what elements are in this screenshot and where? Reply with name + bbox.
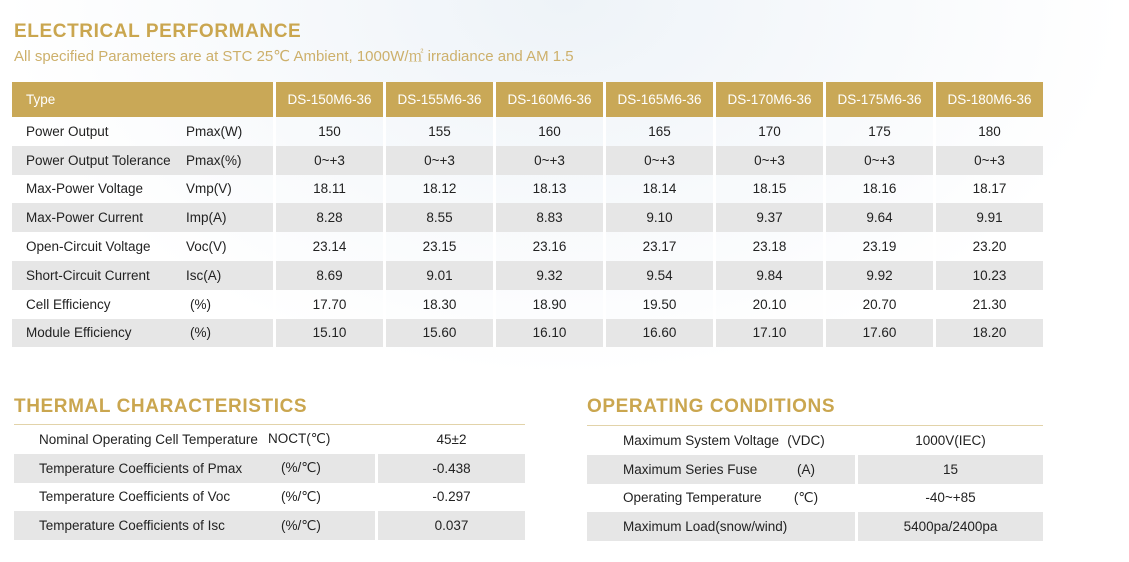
- operating-title: OPERATING CONDITIONS: [587, 396, 836, 417]
- model-header: DS-150M6-36: [273, 82, 383, 117]
- table-cell: 180: [933, 117, 1043, 146]
- table-cell: 8.55: [383, 203, 493, 232]
- table-cell: 20.70: [823, 290, 933, 319]
- table-cell: 9.32: [493, 261, 603, 290]
- param-unit: (A): [797, 461, 815, 477]
- table-cell: 9.54: [603, 261, 713, 290]
- param-unit: (%): [190, 325, 211, 341]
- electrical-table: [12, 82, 1043, 347]
- table-cell: 18.20: [933, 319, 1043, 348]
- model-header: DS-165M6-36: [603, 82, 713, 117]
- table-cell: 150: [273, 117, 383, 146]
- table-row: [12, 290, 1043, 319]
- table-cell: 18.17: [933, 175, 1043, 204]
- table-cell: 18.90: [493, 290, 603, 319]
- model-header: DS-160M6-36: [493, 82, 603, 117]
- electrical-subtitle: All specified Parameters are at STC 25℃ Ambient, 1000W/㎡ irradiance and AM 1.5: [14, 48, 574, 65]
- table-row: [12, 146, 1043, 175]
- param-name: Short-Circuit Current: [26, 267, 150, 283]
- table-cell: 0~+3: [603, 146, 713, 175]
- table-row: [12, 175, 1043, 204]
- table-row: [587, 484, 1043, 513]
- param-name: Max-Power Current: [26, 210, 144, 226]
- model-header: DS-175M6-36: [823, 82, 933, 117]
- param-name: Temperature Coefficients of Isc: [39, 518, 225, 534]
- table-cell: 160: [493, 117, 603, 146]
- table-cell: 175: [823, 117, 933, 146]
- table-cell: 23.20: [933, 232, 1043, 261]
- table-row: [14, 454, 525, 483]
- table-cell: 18.13: [493, 175, 603, 204]
- table-cell: 9.91: [933, 203, 1043, 232]
- table-cell: 8.83: [493, 203, 603, 232]
- table-cell: 9.64: [823, 203, 933, 232]
- table-cell: 15.10: [273, 319, 383, 348]
- table-cell: 23.19: [823, 232, 933, 261]
- table-cell: 18.14: [603, 175, 713, 204]
- table-cell: -40~+85: [855, 484, 1043, 513]
- table-cell: 0~+3: [933, 146, 1043, 175]
- param-unit: Isc(A): [186, 267, 222, 283]
- table-cell: -0.438: [375, 454, 525, 483]
- table-cell: 165: [603, 117, 713, 146]
- table-cell: 9.01: [383, 261, 493, 290]
- table-cell: 23.17: [603, 232, 713, 261]
- table-cell: 0.037: [375, 511, 525, 540]
- table-cell: 18.12: [383, 175, 493, 204]
- param-unit: (℃): [793, 489, 819, 505]
- model-header: DS-180M6-36: [933, 82, 1043, 117]
- table-cell: 18.11: [273, 175, 383, 204]
- model-header: DS-170M6-36: [713, 82, 823, 117]
- table-row: [12, 261, 1043, 290]
- table-cell: 10.23: [933, 261, 1043, 290]
- table-row: [12, 117, 1043, 146]
- table-cell: 17.70: [273, 290, 383, 319]
- param-name: Nominal Operating Cell Temperature: [39, 431, 258, 447]
- operating-table: [587, 425, 1043, 541]
- table-cell: 18.15: [713, 175, 823, 204]
- table-cell: 155: [383, 117, 493, 146]
- param-unit: Voc(V): [186, 239, 227, 255]
- param-name: Open-Circuit Voltage: [26, 239, 151, 255]
- table-cell: 23.15: [383, 232, 493, 261]
- param-unit: Imp(A): [186, 210, 227, 226]
- table-row: [587, 426, 1043, 455]
- table-cell: 23.16: [493, 232, 603, 261]
- table-cell: 0~+3: [383, 146, 493, 175]
- table-cell: 8.69: [273, 261, 383, 290]
- table-cell: 1000V(IEC): [855, 426, 1043, 455]
- table-cell: 18.30: [383, 290, 493, 319]
- param-name: Maximum System Voltage: [623, 432, 780, 448]
- table-cell: 8.28: [273, 203, 383, 232]
- table-row: [14, 483, 525, 512]
- param-unit: (%/℃): [281, 517, 321, 533]
- table-cell: 9.10: [603, 203, 713, 232]
- table-cell: -0.297: [375, 483, 525, 512]
- table-cell: 0~+3: [273, 146, 383, 175]
- param-unit: Vmp(V): [186, 181, 232, 197]
- type-header: Type: [26, 92, 56, 107]
- param-unit: (VDC): [787, 432, 825, 448]
- param-unit: (%/℃): [281, 488, 321, 504]
- param-unit: Pmax(W): [186, 123, 243, 139]
- table-cell: 23.14: [273, 232, 383, 261]
- table-cell: 16.60: [603, 319, 713, 348]
- table-row: [587, 455, 1043, 484]
- param-unit: Pmax(%): [186, 152, 242, 168]
- table-cell: 9.37: [713, 203, 823, 232]
- param-unit: (%/℃): [281, 460, 321, 476]
- table-cell: 9.92: [823, 261, 933, 290]
- table-row: [587, 512, 1043, 541]
- param-name: Temperature Coefficients of Voc: [39, 489, 231, 505]
- param-unit: (%): [190, 296, 211, 312]
- thermal-table: [14, 424, 525, 540]
- param-name: Module Efficiency: [26, 325, 132, 341]
- param-name: Maximum Series Fuse: [623, 461, 758, 477]
- param-name: Cell Efficiency: [26, 296, 111, 312]
- param-name: Power Output Tolerance: [26, 152, 171, 168]
- table-row: [14, 511, 525, 540]
- table-cell: 19.50: [603, 290, 713, 319]
- table-row: [12, 203, 1043, 232]
- table-cell: 16.10: [493, 319, 603, 348]
- table-cell: 0~+3: [823, 146, 933, 175]
- thermal-title: THERMAL CHARACTERISTICS: [14, 396, 308, 417]
- table-cell: 0~+3: [493, 146, 603, 175]
- table-cell: 9.84: [713, 261, 823, 290]
- param-name: Maximum Load(snow/wind): [623, 519, 788, 535]
- table-cell: 17.60: [823, 319, 933, 348]
- table-cell: 18.16: [823, 175, 933, 204]
- param-name: Temperature Coefficients of Pmax: [39, 460, 243, 476]
- table-cell: 17.10: [713, 319, 823, 348]
- table-cell: 170: [713, 117, 823, 146]
- param-unit: NOCT(℃): [268, 431, 331, 447]
- table-cell: 23.18: [713, 232, 823, 261]
- table-row: [12, 232, 1043, 261]
- param-name: Max-Power Voltage: [26, 181, 144, 197]
- param-name: Power Output: [26, 123, 109, 139]
- table-row: [14, 425, 525, 454]
- table-cell: 0~+3: [713, 146, 823, 175]
- table-cell: 45±2: [375, 425, 525, 454]
- param-name: Operating Temperature: [623, 490, 762, 506]
- model-header: DS-155M6-36: [383, 82, 493, 117]
- table-cell: 20.10: [713, 290, 823, 319]
- electrical-title: ELECTRICAL PERFORMANCE: [14, 21, 302, 42]
- table-cell: 15: [855, 455, 1043, 484]
- table-cell: 5400pa/2400pa: [855, 512, 1043, 541]
- table-cell: 21.30: [933, 290, 1043, 319]
- table-cell: 15.60: [383, 319, 493, 348]
- electrical-header-row: [12, 82, 1043, 117]
- table-row: [12, 319, 1043, 348]
